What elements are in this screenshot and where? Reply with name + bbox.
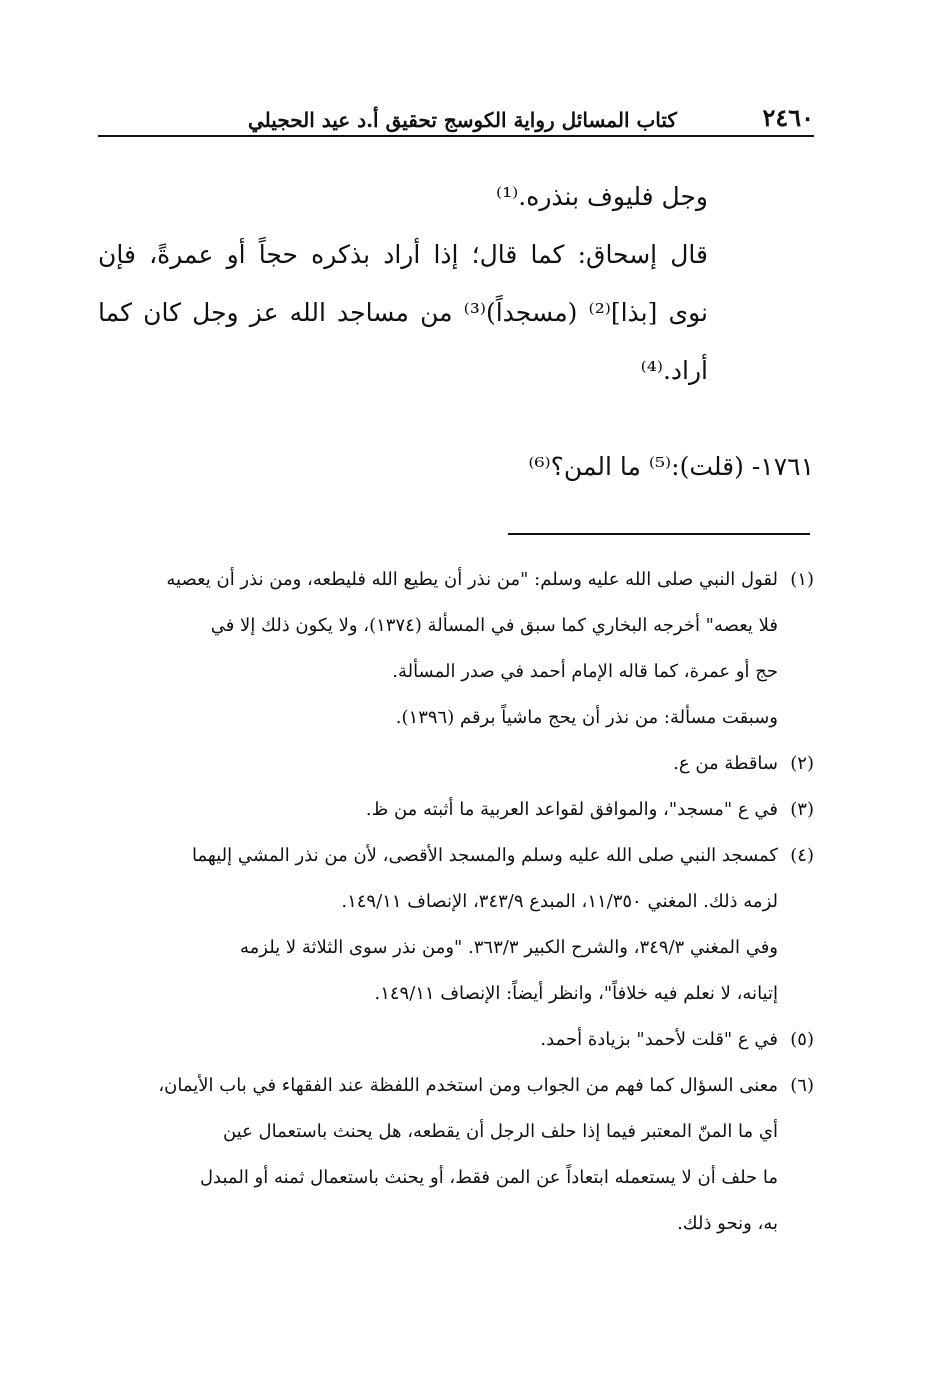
footnote-line: فلا يعصه" أخرجه البخاري كما سبق في المسألة (١٣٧٤)، ولا يكون ذلك إلا في [210, 615, 778, 636]
footnote-2 [98, 741, 814, 787]
main-line-3: نوى [بذا]⁽²⁾ (مسجداً)⁽³⁾ من مساجد الله عز وجل كان كما [98, 298, 708, 327]
footnote-1 [98, 557, 814, 741]
footnote-separator [508, 533, 810, 535]
footnote-6 [98, 1063, 814, 1247]
footnote-line: كمسجد النبي صلى الله عليه وسلم والمسجد الأقصى، لأن من نذر المشي إليهما [192, 845, 778, 866]
footnote-line: أي ما المنّ المعتبر فيما إذا حلف الرجل أن يقطعه، هل يحنث باستعمال عين [222, 1121, 778, 1142]
footnote-line: لقول النبي صلى الله عليه وسلم: "من نذر أن يطيع الله فليطعه، ومن نذر أن يعصيه [166, 569, 778, 590]
footnote-line: إتيانه، لا نعلم فيه خلافاً"، وانظر أيضاً: الإنصاف ١٤٩/١١. [374, 983, 778, 1004]
footnote-line: ساقطة من ع. [673, 753, 778, 774]
footnote-number: (٤) [790, 845, 814, 866]
footnote-line: لزمه ذلك. المغني ١١/٣٥٠، المبدع ٣٤٣/٩، الإنصاف ١٤٩/١١. [341, 891, 778, 912]
footnote-line: في ع "مسجد"، والموافق لقواعد العربية ما أثبته من ظ. [365, 799, 778, 820]
footnote-5 [98, 1017, 814, 1063]
footnote-line: وسبقت مسألة: من نذر أن يحج ماشياً برقم (١٣٩٦). [395, 707, 778, 728]
footnote-line: حج أو عمرة، كما قاله الإمام أحمد في صدر المسألة. [392, 661, 778, 682]
main-line-2: قال إسحاق: كما قال؛ إذا أراد بذكره حجاً أو عمرةً، فإن [98, 240, 708, 269]
footnote-line: معنى السؤال كما فهم من الجواب ومن استخدم اللفظة عند الفقهاء في باب الأيمان، [158, 1075, 778, 1096]
footnote-line: ما حلف أن لا يستعمله ابتعاداً عن المن فقط، أو يحنث باستعمال ثمنه أو المبدل [199, 1167, 778, 1188]
footnote-number: (٣) [790, 799, 814, 820]
footnote-3 [98, 787, 814, 833]
footnote-number: (٥) [790, 1029, 814, 1050]
footnote-number: (١) [790, 569, 814, 590]
main-text [98, 168, 708, 400]
footnote-number: (٦) [790, 1075, 814, 1096]
footnote-line: وفي المغني ٣٤٩/٣، والشرح الكبير ٣٦٣/٣. "ومن نذر سوى الثلاثة لا يلزمه [239, 937, 778, 958]
footnote-4 [98, 833, 814, 1017]
question-1761: ١٧٦١- (قلت):⁽⁵⁾ ما المن؟⁽⁶⁾ [528, 452, 814, 481]
main-line-1: وجل فليوف بنذره.⁽¹⁾ [495, 182, 708, 211]
page-number: ٢٤٦٠ [762, 103, 814, 132]
footnote-line: في ع "قلت لأحمد" بزيادة أحمد. [540, 1029, 778, 1050]
header-rule [98, 135, 814, 137]
footnote-line: به، ونحو ذلك. [677, 1213, 778, 1234]
main-line-4: أراد.⁽⁴⁾ [640, 356, 708, 385]
footnote-number: (٢) [790, 753, 814, 774]
page-header [98, 92, 814, 132]
running-title: كتاب المسائل رواية الكوسج تحقيق أ.د عيد الحجيلي [248, 108, 677, 132]
footnotes [98, 557, 814, 1247]
